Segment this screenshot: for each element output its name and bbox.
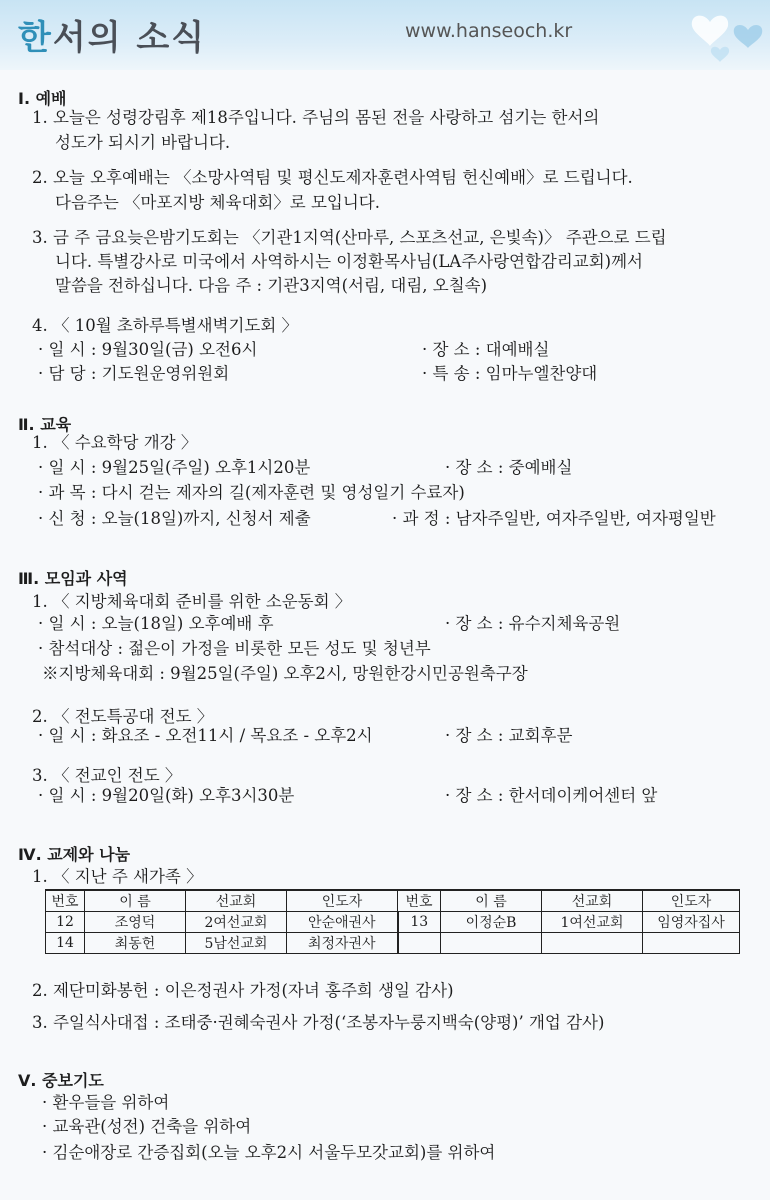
table-cell: 조영덕: [85, 912, 186, 933]
education-apply: · 신 청 : 오늘(18일)까지, 신청서 제출: [38, 509, 311, 528]
prayer-item-1: · 환우들을 위하여: [42, 1093, 170, 1112]
table-cell: [441, 933, 542, 954]
section-heading-gatherings: Ⅲ. 모임과 사역: [18, 569, 128, 588]
prayer-item-2: · 교육관(성전) 건축을 위하여: [42, 1117, 252, 1136]
table-cell: 최정자권사: [287, 933, 398, 954]
section-heading-intercession: Ⅴ. 중보기도: [18, 1071, 104, 1090]
table-row: [46, 912, 740, 933]
col-header: 이 름: [85, 890, 186, 912]
worship-item-1-cont: 성도가 되시기 바랍니다.: [55, 133, 231, 152]
gathering-item-3-place: · 장 소 : 한서데이케어센터 앞: [445, 786, 658, 805]
section-heading-education: Ⅱ. 교육: [18, 415, 72, 434]
col-header: 번호: [46, 890, 85, 912]
education-item-1: 1. 〈 수요학당 개강 〉: [32, 433, 198, 452]
fellowship-item-2: 2. 제단미화봉헌 : 이은정권사 가정(자녀 홍주희 생일 감사): [32, 981, 454, 1000]
title-rest: 서의 소식: [52, 18, 207, 58]
education-course: · 과 정 : 남자주일반, 여자주일반, 여자평일반: [392, 509, 716, 528]
table-cell: 최동헌: [85, 933, 186, 954]
worship-item-2-cont: 다음주는 〈마포지방 체육대회〉로 모입니다.: [55, 193, 380, 212]
worship-item-4-place: · 장 소 : 대예배실: [422, 340, 550, 359]
col-header: 인도자: [643, 890, 740, 912]
table-cell: 안순애권사: [287, 912, 398, 933]
fellowship-item-3: 3. 주일식사대접 : 조태중·권혜숙권사 가정(‘조봉자누룽지백숙(양평)’ 개업 감사): [32, 1013, 605, 1032]
education-place: · 장 소 : 중예배실: [445, 458, 573, 477]
table-row: [46, 933, 740, 954]
table-cell: 이정순B: [441, 912, 542, 933]
col-header: 이 름: [441, 890, 542, 912]
section-heading-worship: Ⅰ. 예배: [18, 89, 67, 108]
gathering-item-1-date: · 일 시 : 오늘(18일) 오후예배 후: [38, 614, 274, 633]
gathering-item-1-attendees: · 참석대상 : 젊은이 가정을 비롯한 모든 성도 및 청년부: [38, 639, 431, 658]
table-header-row: [46, 890, 740, 912]
prayer-item-3: · 김순애장로 간증집회(오늘 오후2시 서울두모갓교회)를 위하여: [42, 1143, 496, 1162]
gathering-item-3: 3. 〈 전교인 전도 〉: [32, 766, 182, 785]
header-banner: [0, 0, 770, 70]
worship-item-4: 4. 〈 10월 초하루특별새벽기도회 〉: [32, 316, 299, 335]
page-title: [18, 10, 206, 59]
table-cell: 5남선교회: [186, 933, 287, 954]
fellowship-item-1: 1. 〈 지난 주 새가족 〉: [32, 867, 203, 886]
section-heading-fellowship: Ⅳ. 교제와 나눔: [18, 845, 131, 864]
education-date: · 일 시 : 9월25일(주일) 오후1시20분: [38, 458, 311, 477]
website-url[interactable]: www.hanseoch.kr: [405, 20, 573, 42]
worship-item-4-special: · 특 송 : 임마누엘찬양대: [422, 364, 598, 383]
worship-item-3-cont2: 말씀을 전하십니다. 다음 주 : 기관3지역(서림, 대림, 오칠속): [55, 276, 488, 295]
gathering-item-1: 1. 〈 지방체육대회 준비를 위한 소운동회 〉: [32, 592, 352, 611]
gathering-item-2-place: · 장 소 : 교회후문: [445, 726, 573, 745]
worship-item-3: 3. 금 주 금요늦은밤기도회는 〈기관1지역(산마루, 스포츠선교, 은빛속)〉 주관으로 드립: [32, 228, 667, 247]
worship-item-4-charge: · 담 당 : 기도원운영위원회: [38, 364, 230, 383]
table-cell: 12: [46, 912, 85, 933]
col-header: 선교회: [186, 890, 287, 912]
table-cell: 2여선교회: [186, 912, 287, 933]
new-family-table: [45, 889, 740, 954]
worship-item-2: 2. 오늘 오후예배는 〈소망사역팀 및 평신도제자훈련사역팀 헌신예배〉로 드립니다.: [32, 168, 633, 187]
gathering-item-1-place: · 장 소 : 유수지체육공원: [445, 614, 621, 633]
table-cell: [643, 933, 740, 954]
col-header: 번호: [398, 890, 441, 912]
gathering-item-1-note: ※지방체육대회 : 9월25일(주일) 오후2시, 망원한강시민공원축구장: [42, 664, 528, 683]
education-subject: · 과 목 : 다시 걷는 제자의 길(제자훈련 및 영성일기 수료자): [38, 483, 465, 502]
table-cell: 14: [46, 933, 85, 954]
worship-item-4-date: · 일 시 : 9월30일(금) 오전6시: [38, 340, 258, 359]
gathering-item-3-date: · 일 시 : 9월20일(화) 오후3시30분: [38, 786, 295, 805]
table-cell: 1여선교회: [542, 912, 643, 933]
table-cell: [542, 933, 643, 954]
table-cell: 임영자집사: [643, 912, 740, 933]
hearts-decoration-icon: [650, 0, 770, 70]
col-header: 선교회: [542, 890, 643, 912]
gathering-item-2-date: · 일 시 : 화요조 - 오전11시 / 목요조 - 오후2시: [38, 726, 373, 745]
title-first-char: 한: [18, 18, 53, 58]
col-header: 인도자: [287, 890, 398, 912]
worship-item-3-cont1: 니다. 특별강사로 미국에서 사역하시는 이정환목사님(LA주사랑연합감리교회)께서: [55, 252, 643, 271]
worship-item-1: 1. 오늘은 성령강림후 제18주입니다. 주님의 몸된 전을 사랑하고 섬기는 한서의: [32, 108, 600, 127]
table-cell: [398, 933, 441, 954]
gathering-item-2: 2. 〈 전도특공대 전도 〉: [32, 707, 214, 726]
table-cell: 13: [398, 912, 441, 933]
